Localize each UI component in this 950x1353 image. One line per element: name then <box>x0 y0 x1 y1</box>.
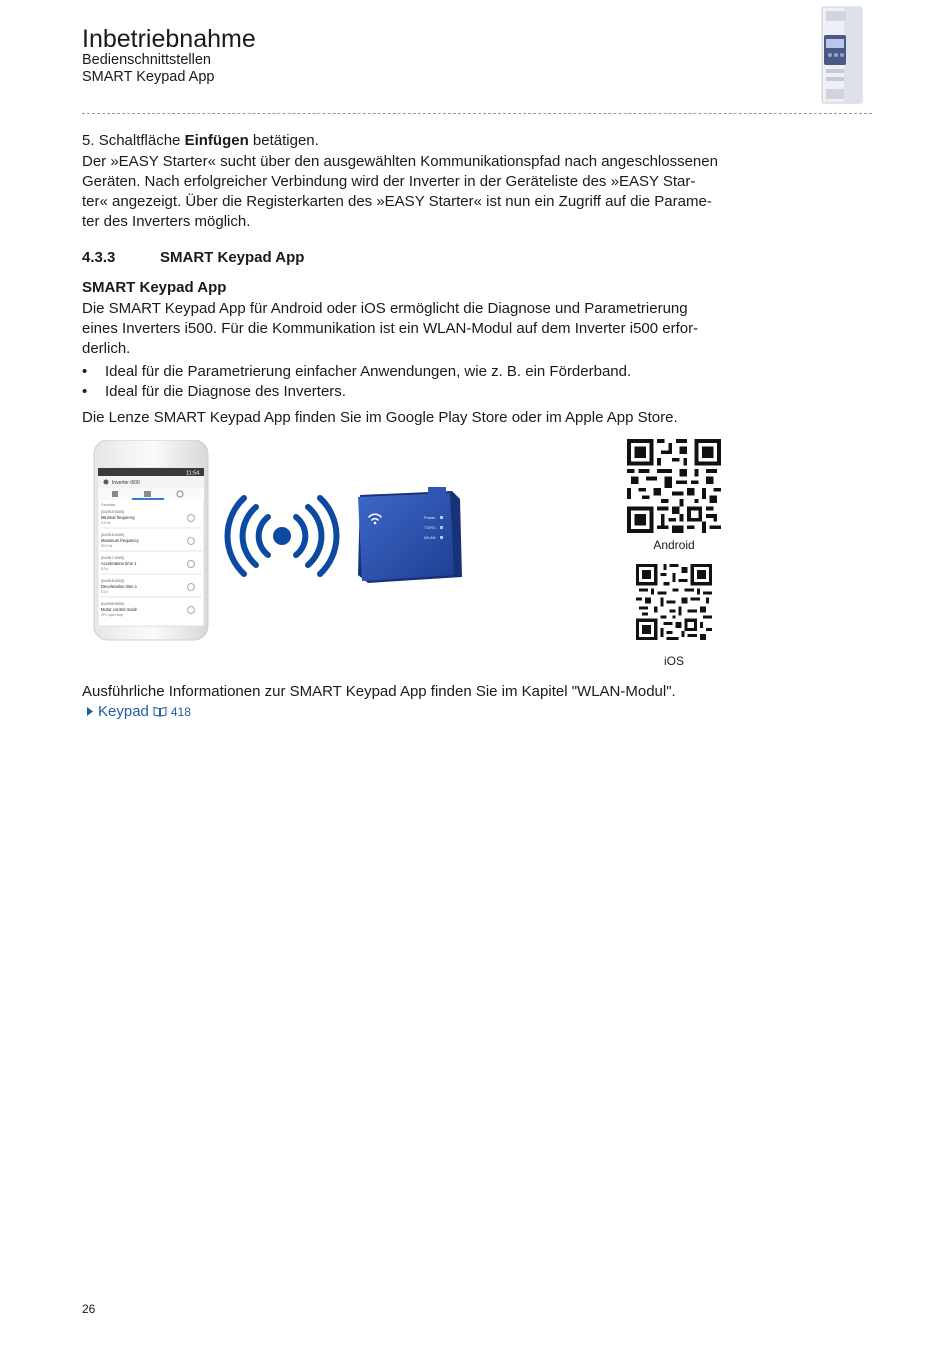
subheading: SMART Keypad App <box>82 279 227 296</box>
svg-text:Motor control mode: Motor control mode <box>101 607 138 612</box>
phone-section-label: Favorites <box>101 503 116 507</box>
step-suffix: betätigen. <box>252 132 319 149</box>
paragraph-line: ter« angezeigt. Über die Registerkarten des »EASY Starter« ist nun ein Zugriff auf die Parame- <box>82 193 712 210</box>
step-number: 5. <box>82 132 95 149</box>
info-paragraph: Ausführliche Informationen zur SMART Keypad App finden Sie im Kapitel "WLAN-Modul". <box>82 683 676 700</box>
svg-text:[0x2916:0000]: [0x2916:0000] <box>101 533 124 537</box>
paragraph-line: Der »EASY Starter« sucht über den ausgewählten Kommunikationspfad nach angeschlossenen <box>82 153 718 170</box>
phone-app-title: Inverter i500 <box>112 480 140 486</box>
section-title: SMART Keypad App <box>160 249 305 266</box>
svg-text:[0x2939:0000]: [0x2939:0000] <box>101 602 124 606</box>
link-page-number[interactable]: 418 <box>170 704 191 719</box>
svg-text:0.0 Hz: 0.0 Hz <box>101 521 111 525</box>
svg-text:5.0 s: 5.0 s <box>101 590 109 594</box>
smartphone-illustration <box>92 440 212 642</box>
module-led-label-wlan: WLAN <box>424 535 436 540</box>
svg-text:[0x2918:0000]: [0x2918:0000] <box>101 579 124 583</box>
bullet-text: Ideal für die Diagnose des Inverters. <box>105 383 346 400</box>
paragraph-line: eines Inverters i500. Für die Kommunikation ist ein WLAN-Modul auf dem Inverter i500 erfor- <box>82 320 699 337</box>
qr-label-android: Android <box>653 538 695 552</box>
svg-text:VFC open loop: VFC open loop <box>101 613 123 617</box>
book-icon <box>153 706 167 717</box>
qr-code-android <box>627 439 721 533</box>
svg-text:[0x2915:0000]: [0x2915:0000] <box>101 510 124 514</box>
page-title: Inbetriebnahme <box>82 25 256 53</box>
breadcrumb-level-1: Bedienschnittstellen <box>82 52 211 68</box>
paragraph-line: derlich. <box>82 340 131 357</box>
step-5 <box>82 131 722 151</box>
paragraph-line: Die SMART Keypad App für Android oder iOS ermöglicht die Diagnose und Parametrierung <box>82 300 688 317</box>
keypad-cross-reference-link[interactable] <box>86 703 191 720</box>
svg-text:5.0 s: 5.0 s <box>101 567 109 571</box>
paragraph-easy-starter <box>82 152 722 232</box>
svg-text:Deceleration time 1: Deceleration time 1 <box>101 584 138 589</box>
link-label[interactable]: Keypad <box>98 703 149 720</box>
qr-code-ios <box>636 564 712 640</box>
inverter-product-image <box>814 5 874 107</box>
bullet-dot: • <box>82 363 88 380</box>
qr-label-ios: iOS <box>663 654 684 668</box>
svg-text:[0x2917:0000]: [0x2917:0000] <box>101 556 124 560</box>
step-prefix: Schaltfläche <box>98 132 181 149</box>
step-bold-term: Einfügen <box>184 132 249 149</box>
paragraph-app-intro <box>82 299 722 359</box>
phone-status-time: 11:54 <box>186 470 200 477</box>
module-led-label-txrx: TX/RX <box>424 525 436 530</box>
paragraph-line: ter des Inverters möglich. <box>82 213 251 230</box>
triangle-right-icon <box>86 706 94 717</box>
bullet-dot: • <box>82 383 88 400</box>
svg-text:Minimal frequency: Minimal frequency <box>101 515 135 520</box>
wlan-module-illustration <box>348 485 468 587</box>
paragraph-line: Geräten. Nach erfolgreicher Verbindung wird der Inverter in der Geräteliste des »EASY Star- <box>82 173 696 190</box>
bullet-text: Ideal für die Parametrierung einfacher Anwendungen, wie z. B. ein Förderband. <box>105 363 632 380</box>
section-number: 4.3.3 <box>82 249 116 266</box>
wireless-signal-icon <box>224 493 340 579</box>
breadcrumb-level-2: SMART Keypad App <box>82 69 215 85</box>
svg-text:Maximum frequency: Maximum frequency <box>101 538 139 543</box>
header-divider <box>82 113 872 114</box>
module-led-label-power: Power <box>424 515 436 520</box>
store-paragraph: Die Lenze SMART Keypad App finden Sie im Google Play Store oder im Apple App Store. <box>82 409 678 426</box>
svg-text:50.0 Hz: 50.0 Hz <box>101 544 113 548</box>
page-number: 26 <box>82 1302 96 1316</box>
svg-text:Acceleration time 1: Acceleration time 1 <box>101 561 137 566</box>
